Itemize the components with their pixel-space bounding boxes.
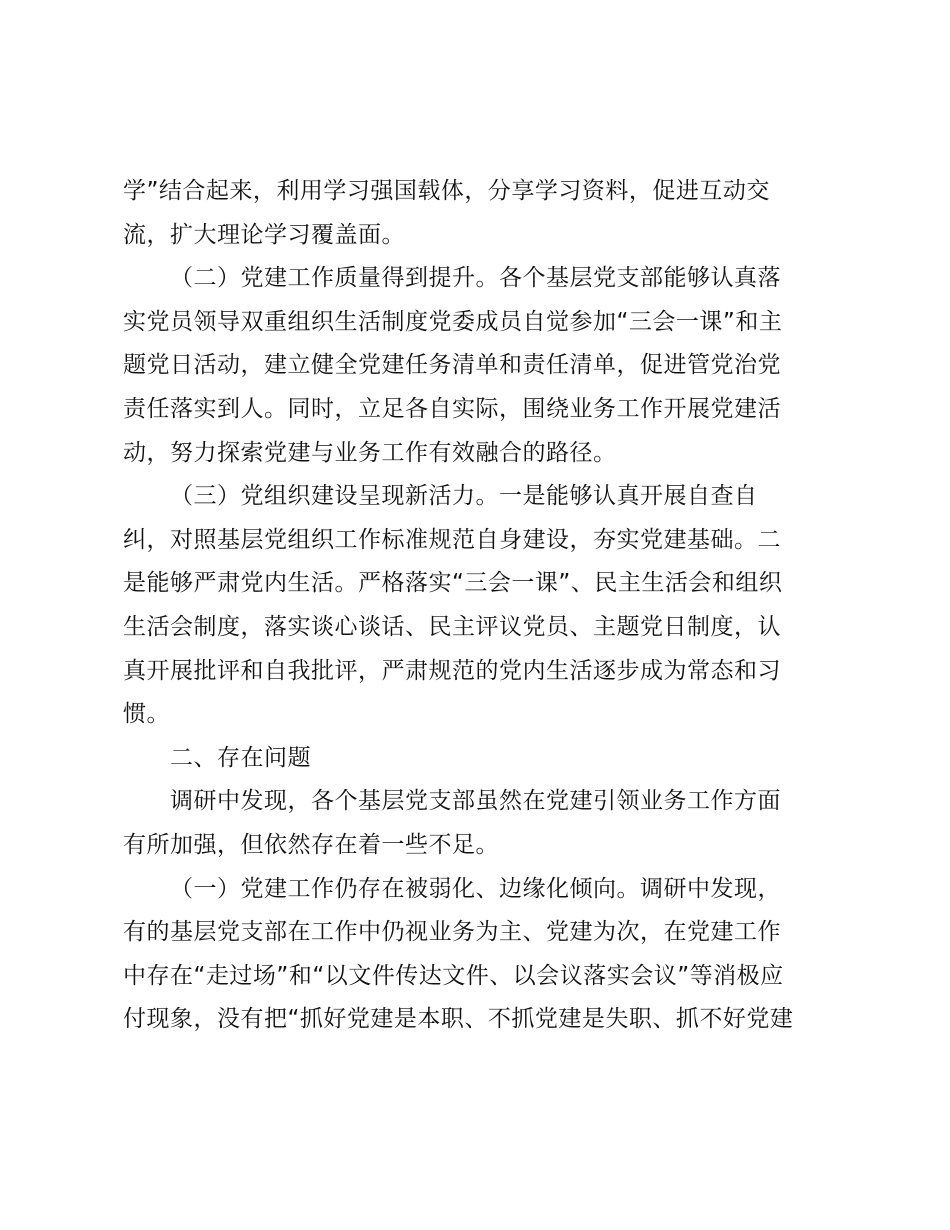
- text-line: 付现象，没有把“抓好党建是本职、不抓党建是失职、抓不好党建: [123, 1006, 794, 1033]
- text-line: 中存在“走过场”和“以文件传达文件、以会议落实会议”等消极应: [123, 962, 784, 989]
- text-line: 动，努力探索党建与业务工作有效融合的路径。: [123, 439, 617, 466]
- text-line: 真开展批评和自我批评，严肃规范的党内生活逐步成为常态和习: [123, 657, 781, 684]
- text-line: 有的基层党支部在工作中仍视业务为主、党建为次，在党建工作: [123, 919, 781, 946]
- text-line: （三）党组织建设呈现新活力。一是能够认真开展自查自: [170, 483, 758, 510]
- text-line: 学”结合起来，利用学习强国载体，分享学习资料，促进互动交: [123, 178, 770, 204]
- document-body: [123, 170, 843, 1042]
- text-line: 流，扩大理论学习覆盖面。: [123, 221, 405, 248]
- text-line: 是能够严肃党内生活。严格落实“三会一课”、民主生活会和组织: [123, 570, 783, 597]
- text-line: 实党员领导双重组织生活制度党委成员自觉参加“三会一课”和主: [123, 308, 783, 335]
- text-line: 二、存在问题: [170, 744, 311, 771]
- text-line: （一）党建工作仍存在被弱化、边缘化倾向。调研中发现，: [170, 875, 781, 902]
- text-line: （二）党建工作质量得到提升。各个基层党支部能够认真落: [170, 265, 781, 292]
- text-line: 责任落实到人。同时，立足各自实际，围绕业务工作开展党建活: [123, 395, 781, 422]
- text-line: 纠，对照基层党组织工作标准规范自身建设，夯实党建基础。二: [123, 526, 781, 553]
- text-line: 有所加强，但依然存在着一些不足。: [123, 831, 499, 858]
- text-line: 题党日活动，建立健全党建任务清单和责任清单，促进管党治党: [123, 352, 781, 379]
- text-line: 调研中发现，各个基层党支部虽然在党建引领业务工作方面: [170, 788, 781, 815]
- text-line: 惯。: [123, 701, 170, 728]
- text-line: 生活会制度，落实谈心谈话、民主评议党员、主题党日制度，认: [123, 613, 781, 640]
